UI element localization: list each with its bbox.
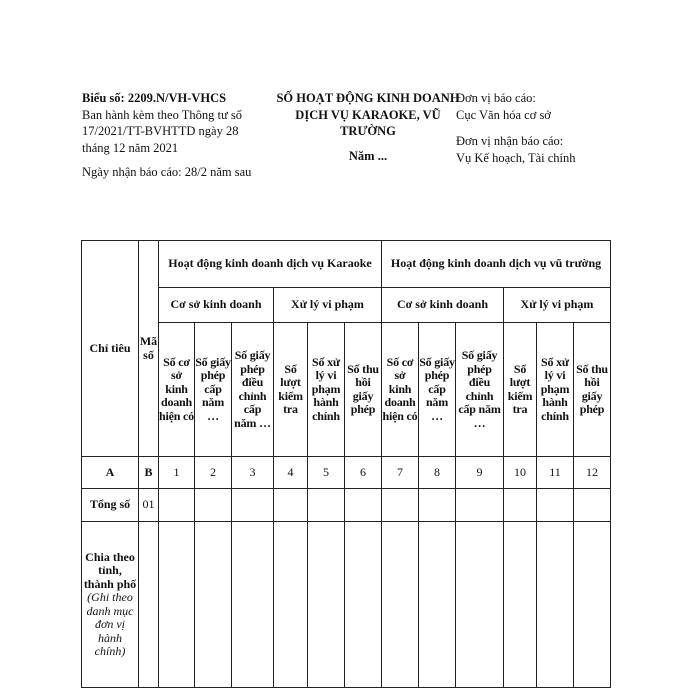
- report-table: [81, 240, 611, 688]
- issued-with-text: Ban hành kèm theo Thông tư số 17/2021/TT-BVHTTD ngày 28 tháng 12 năm 2021: [82, 107, 242, 155]
- data-cell: [419, 522, 456, 688]
- data-cell: [504, 489, 537, 522]
- data-cell: [537, 489, 574, 522]
- index-8: 8: [419, 457, 456, 489]
- col-12-header: Số thu hồi giấy phép: [574, 323, 611, 457]
- table-row: [82, 489, 611, 522]
- form-title: SỐ HOẠT ĐỘNG KINH DOANH DỊCH VỤ KARAOKE, VŨ TRƯỜNG: [276, 91, 460, 138]
- col-8-header: Số giấy phép cấp năm …: [419, 323, 456, 457]
- data-cell: [456, 522, 504, 688]
- header-code: Mã số: [139, 241, 159, 457]
- data-cell: [574, 489, 611, 522]
- data-cell: [308, 522, 345, 688]
- row-by-province-label: Chia theo tỉnh, thành phố: [83, 549, 137, 591]
- col-7-header: Số cơ sở kinh doanh hiện có: [382, 323, 419, 457]
- index-12: 12: [574, 457, 611, 489]
- subheader-dance-establishments: Cơ sở kinh doanh: [382, 288, 504, 323]
- report-date-text: Ngày nhận báo cáo: 28/2 năm sau: [82, 165, 252, 179]
- data-cell: [195, 522, 232, 688]
- row-total-label: Tổng số: [82, 489, 139, 522]
- row-by-province: [82, 522, 139, 688]
- data-cell: [232, 522, 274, 688]
- data-cell: [195, 489, 232, 522]
- form-year: Năm ...: [348, 148, 388, 163]
- form-code: Biểu số: 2209.N/VH-VHCS: [82, 91, 227, 105]
- data-cell: [274, 489, 308, 522]
- index-b: B: [139, 457, 159, 489]
- data-cell: [308, 489, 345, 522]
- header-indicator: Chỉ tiêu: [82, 241, 139, 457]
- data-cell: [382, 489, 419, 522]
- index-2: 2: [195, 457, 232, 489]
- data-cell: [345, 489, 382, 522]
- index-5: 5: [308, 457, 345, 489]
- index-3: 3: [232, 457, 274, 489]
- data-cell: [139, 522, 159, 688]
- subheader-karaoke-violations: Xử lý vi phạm: [274, 288, 382, 323]
- index-7: 7: [382, 457, 419, 489]
- index-1: 1: [159, 457, 195, 489]
- data-cell: [537, 522, 574, 688]
- units-block: [456, 90, 646, 166]
- index-4: 4: [274, 457, 308, 489]
- col-2-header: Số giấy phép cấp năm …: [195, 323, 232, 457]
- data-cell: [574, 522, 611, 688]
- index-a: A: [82, 457, 139, 489]
- form-info-block: [82, 90, 267, 181]
- index-6: 6: [345, 457, 382, 489]
- data-cell: [232, 489, 274, 522]
- col-5-header: Số xử lý vi phạm hành chính: [308, 323, 345, 457]
- index-11: 11: [537, 457, 574, 489]
- reporting-unit-label: Đơn vị báo cáo:: [456, 91, 536, 105]
- reporting-unit: Cục Văn hóa cơ sở: [456, 107, 551, 122]
- receiving-unit-label: Đơn vị nhận báo cáo:: [456, 134, 564, 148]
- index-9: 9: [456, 457, 504, 489]
- data-cell: [159, 522, 195, 688]
- row-total-code: 01: [139, 489, 159, 522]
- data-cell: [274, 522, 308, 688]
- header-group-karaoke: Hoạt động kinh doanh dịch vụ Karaoke: [159, 241, 382, 288]
- data-cell: [419, 489, 456, 522]
- col-6-header: Số thu hồi giấy phép: [345, 323, 382, 457]
- col-10-header: Số lượt kiểm tra: [504, 323, 537, 457]
- col-11-header: Số xử lý vi phạm hành chính: [537, 323, 574, 457]
- table-row: [82, 522, 611, 688]
- row-by-province-note: (Ghi theo danh mục đơn vị hành chính): [86, 590, 134, 658]
- col-1-header: Số cơ sở kinh doanh hiện có: [159, 323, 195, 457]
- col-9-header: Số giấy phép điều chỉnh cấp năm …: [456, 323, 504, 457]
- data-cell: [159, 489, 195, 522]
- data-cell: [504, 522, 537, 688]
- col-3-header: Số giấy phép điều chỉnh cấp năm …: [232, 323, 274, 457]
- col-4-header: Số lượt kiểm tra: [274, 323, 308, 457]
- data-cell: [345, 522, 382, 688]
- subheader-dance-violations: Xử lý vi phạm: [504, 288, 611, 323]
- receiving-unit: Vụ Kế hoạch, Tài chính: [456, 150, 576, 165]
- index-10: 10: [504, 457, 537, 489]
- data-cell: [456, 489, 504, 522]
- index-row: [82, 457, 611, 489]
- subheader-karaoke-establishments: Cơ sở kinh doanh: [159, 288, 274, 323]
- header-group-dance: Hoạt động kinh doanh dịch vụ vũ trường: [382, 241, 611, 288]
- form-title-block: [268, 90, 468, 164]
- data-cell: [382, 522, 419, 688]
